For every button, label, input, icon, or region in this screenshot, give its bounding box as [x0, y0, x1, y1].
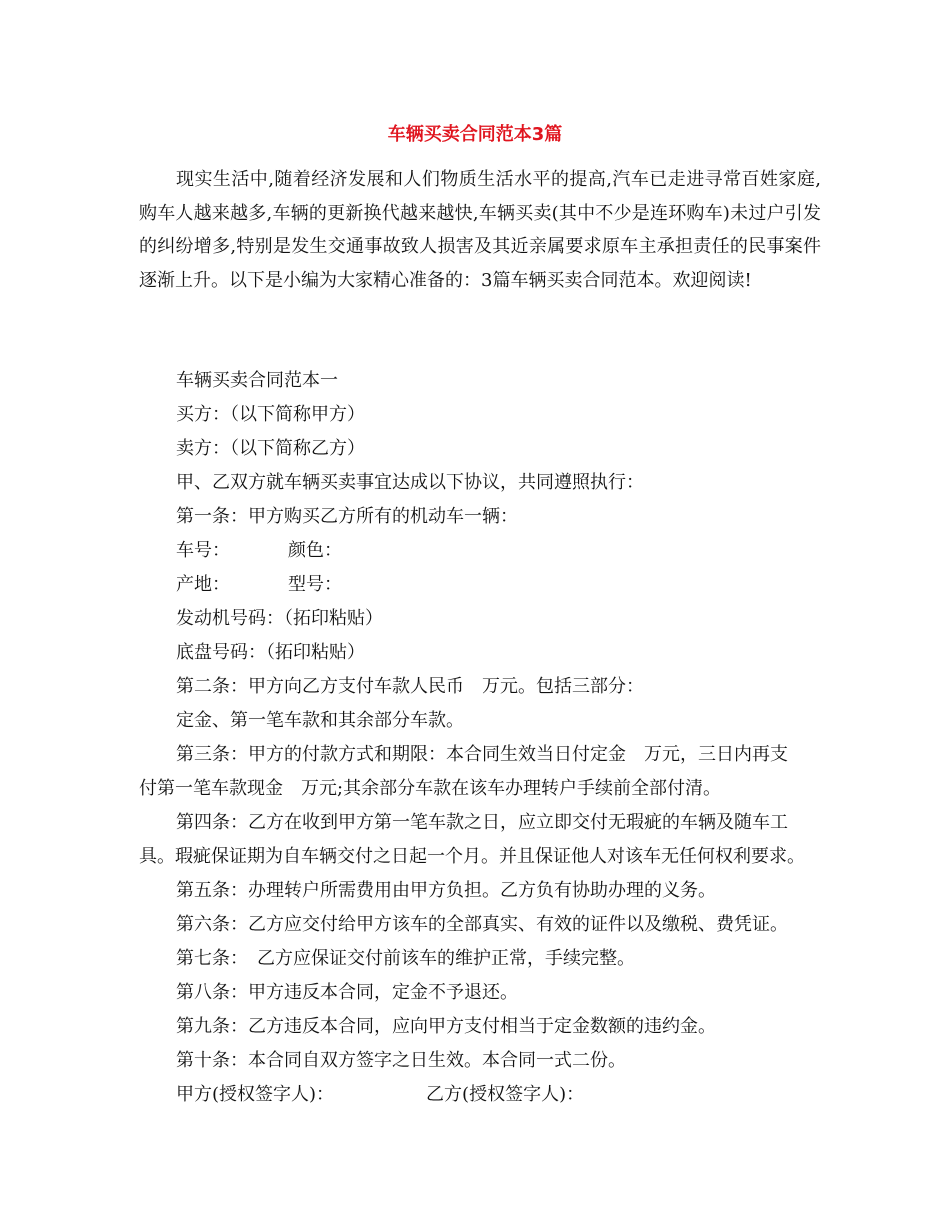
- buyer-line: 买方：（以下简称甲方）: [176, 404, 365, 425]
- document-title: 车辆买卖合同范本3篇: [387, 124, 563, 145]
- origin-model-line: [176, 572, 342, 598]
- article-3-line-1: 第三条：甲方的付款方式和期限：本合同生效当日付定金 万元，三日内再支: [176, 744, 788, 765]
- car-number-color-line: [176, 538, 342, 564]
- article-10: 第十条：本合同自双方签字之日生效。本合同一式二份。: [176, 1050, 626, 1071]
- party-b-signature-label: 乙方(授权签字人)：: [426, 1084, 585, 1105]
- article-2-line-1: 第二条：甲方向乙方支付车款人民币 万元。包括三部分：: [176, 676, 644, 697]
- article-4-line-1: 第四条：乙方在收到甲方第一笔车款之日，应立即交付无瑕疵的车辆及随车工: [176, 812, 788, 833]
- article-7: 第七条： 乙方应保证交付前该车的维护正常，手续完整。: [176, 948, 635, 969]
- origin-label: 产地：: [176, 574, 230, 595]
- article-9: 第九条：乙方违反本合同，应向甲方支付相当于定金数额的违约金。: [176, 1016, 716, 1037]
- seller-line: 卖方：（以下简称乙方）: [176, 438, 365, 459]
- color-label: 颜色：: [288, 540, 342, 561]
- article-6: 第六条：乙方应交付给甲方该车的全部真实、有效的证件以及缴税、费凭证。: [176, 914, 788, 935]
- intro-paragraph: 现实生活中,随着经济发展和人们物质生活水平的提高,汽车已走进寻常百姓家庭,购车人越来越多,车辆的更新换代越来越快,车辆买卖(其中不少是连环购车)未过户引发的纠纷增多,特别是发生交通事故致人损害及其近亲属要求原车主承担责任的民事案件逐渐上升。以下是小编为大家精心准备的：3篇车辆买卖合同范本。欢迎阅读!: [139, 169, 821, 291]
- article-3-line-2: 付第一笔车款现金 万元;其余部分车款在该车办理转户手续前全部付清。: [139, 778, 722, 799]
- preamble-line: 甲、乙双方就车辆买卖事宜达成以下协议，共同遵照执行：: [176, 472, 644, 493]
- signature-line: [176, 1082, 584, 1108]
- car-number-label: 车号：: [176, 540, 230, 561]
- engine-number-line: 发动机号码：（拓印粘贴）: [176, 608, 383, 629]
- model-label: 型号：: [288, 574, 342, 595]
- article-2-line-2: 定金、第一笔车款和其余部分车款。: [176, 710, 464, 731]
- chassis-number-line: 底盘号码：（拓印粘贴）: [176, 642, 365, 663]
- article-1: 第一条：甲方购买乙方所有的机动车一辆：: [176, 506, 518, 527]
- article-5: 第五条：办理转户所需费用由甲方负担。乙方负有协助办理的义务。: [176, 880, 716, 901]
- article-4-line-2: 具。瑕疵保证期为自车辆交付之日起一个月。并且保证他人对该车无任何权利要求。: [139, 846, 805, 867]
- section-title: 车辆买卖合同范本一: [176, 370, 338, 391]
- party-a-signature-label: 甲方(授权签字人)：: [176, 1084, 335, 1105]
- article-8: 第八条：甲方违反本合同，定金不予退还。: [176, 982, 518, 1003]
